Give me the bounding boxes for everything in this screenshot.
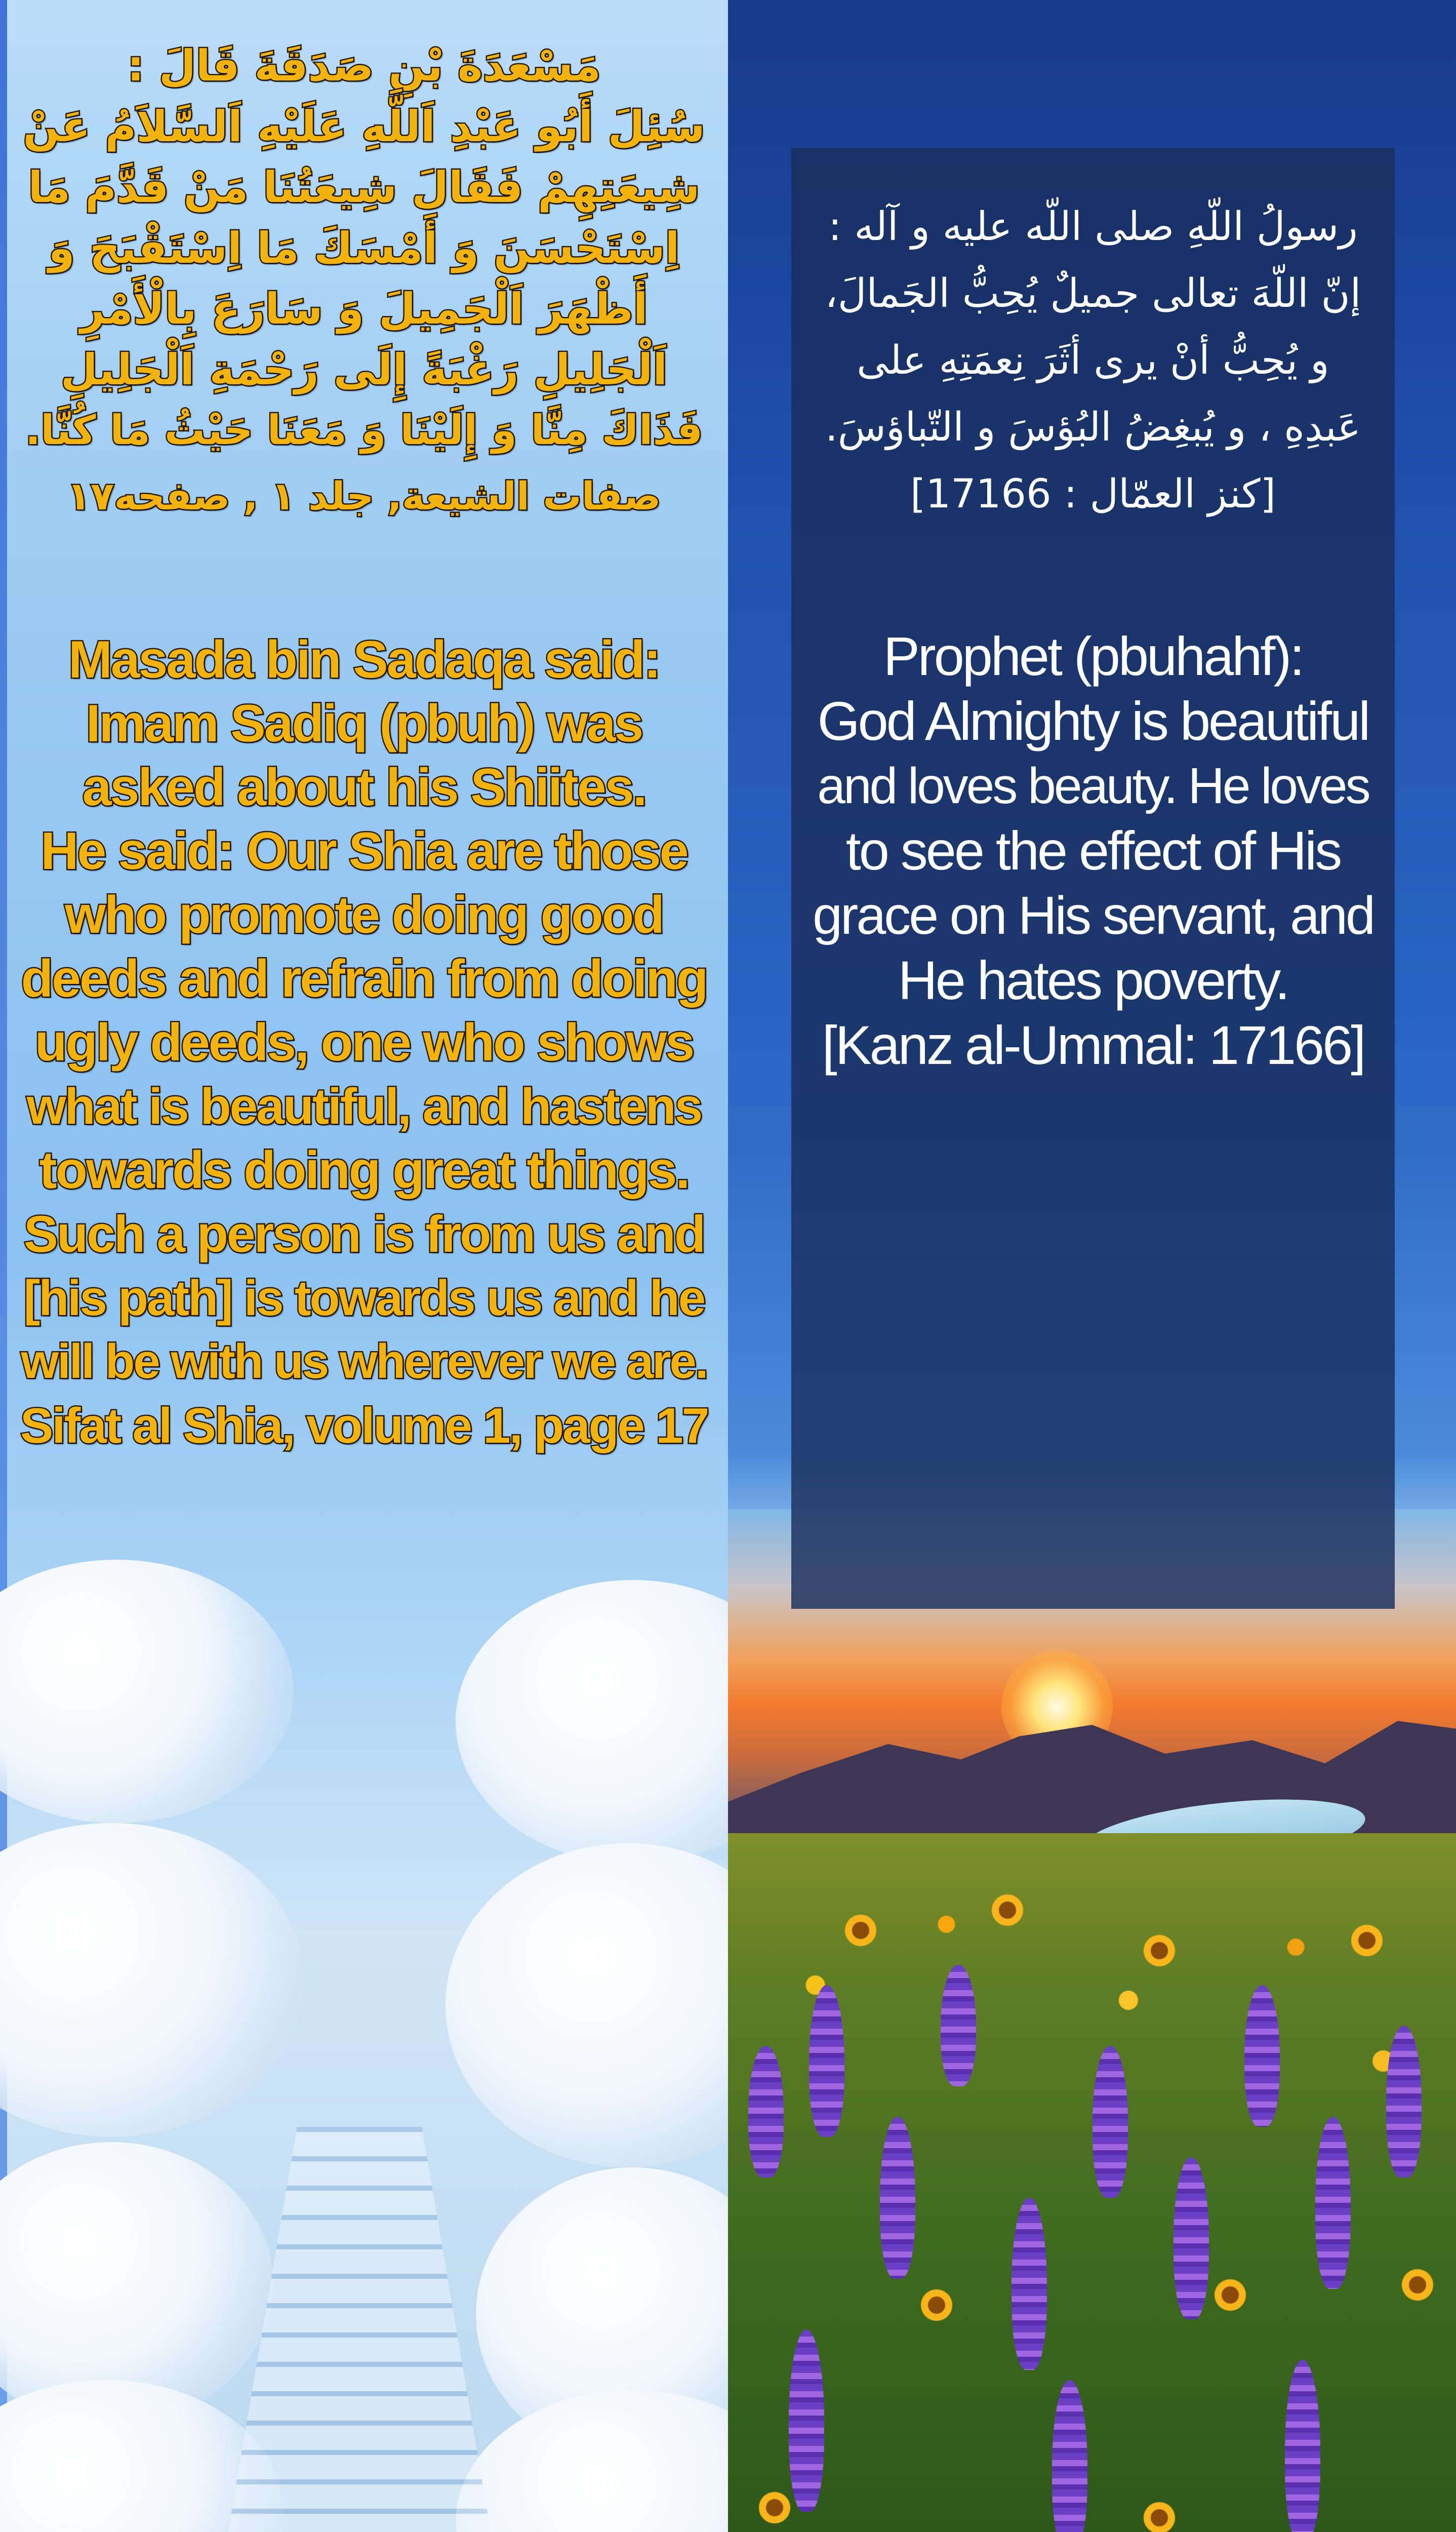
lupine-flower — [1093, 2046, 1128, 2198]
english-line: who promote doing good — [65, 886, 663, 944]
english-line: Prophet (pbuhahf): — [883, 625, 1303, 687]
english-line: grace on His servant, and — [813, 886, 1373, 945]
cloud — [446, 1843, 728, 2167]
right-panel — [728, 0, 1456, 2532]
english-line: ugly deeds, one who shows — [34, 1013, 694, 1072]
arabic-source-reference: صفات الشيعة, جلد ۱ , صفحه۱۷ — [67, 473, 661, 519]
english-hadith-left — [20, 628, 708, 1457]
english-line: to see the effect of His — [845, 820, 1341, 881]
yellow-flower — [1143, 2502, 1176, 2532]
arabic-line: رسولُ اللّهِ صلى اللّه عليه و آله : — [828, 204, 1358, 250]
lupine-flower — [1244, 1985, 1280, 2127]
english-line: He hates poverty. — [898, 949, 1288, 1011]
lupine-flower — [748, 2046, 784, 2178]
english-line: what is beautiful, and hastens — [26, 1078, 702, 1135]
english-hadith-right — [812, 624, 1374, 1078]
english-source-reference: [Kanz al-Ummal: 17166] — [822, 1014, 1364, 1076]
arabic-line: اِسْتَحْسَنَ وَ أَمْسَكَ مَا اِسْتَقْبَحَ وَ — [48, 223, 680, 273]
arabic-line: اَلْجَلِيلِ رَغْبَةً إِلَى رَحْمَةِ اَلْجَلِيلِ — [60, 345, 668, 394]
lupine-flower — [1315, 2117, 1351, 2289]
english-line: [his path] is towards us and he — [23, 1270, 705, 1326]
cloud — [0, 1560, 294, 1823]
arabic-source-reference: [كنز العمّال : 17166] — [910, 471, 1276, 517]
cloud — [0, 1823, 304, 2137]
arabic-line: فَذَاكَ مِنَّا وَ إِلَيْنَا وَ مَعَنَا حَيْثُ مَا كُنَّا. — [25, 407, 703, 454]
hadith-right-box — [791, 148, 1395, 1609]
yellow-flower — [1143, 1934, 1176, 1967]
lupine-flower — [1012, 2198, 1047, 2370]
english-line: asked about his Shiites. — [82, 758, 646, 817]
arabic-line: إنّ اللّهَ تعالى جميلٌ يُحِبُّ الجَمالَ، — [825, 271, 1361, 316]
yellow-flower — [1351, 1924, 1383, 1957]
lupine-flower — [1386, 2026, 1422, 2178]
hadith-left-text — [20, 35, 708, 1457]
lupine-flower — [809, 1985, 844, 2137]
lupine-flower — [1052, 2380, 1087, 2532]
english-line: Such a person is from us and — [23, 1205, 705, 1263]
yellow-flower — [844, 1914, 877, 1947]
lupine-flower — [1174, 2157, 1209, 2319]
yellow-flower — [758, 2491, 791, 2524]
lupine-flower — [1285, 2360, 1320, 2532]
english-source-reference: Sifat al Shia, volume 1, page 17 — [20, 1398, 708, 1453]
yellow-flower — [991, 1894, 1024, 1926]
yellow-flower — [1401, 2269, 1434, 2301]
yellow-flower — [1214, 2279, 1246, 2311]
cloud — [456, 2390, 728, 2532]
lupine-flower — [941, 1965, 976, 2086]
arabic-line: شِيعَتِهِمْ فَقَالَ شِيعَتُنَا مَنْ قَدَّمَ مَا — [28, 163, 700, 212]
english-line: Imam Sadiq (pbuh) was — [86, 694, 642, 753]
arabic-hadith-left — [20, 35, 708, 527]
yellow-flower — [920, 2289, 953, 2321]
arabic-line: عَبدِهِ ، و يُبغِضُ البُؤسَ و التّباؤسَ. — [825, 405, 1361, 450]
english-line: He said: Our Shia are those — [41, 822, 687, 881]
arabic-line: و يُحِبُّ أنْ يرى أثَرَ نِعمَتِهِ على — [857, 338, 1329, 383]
english-line: Masada bin Sadaqa said: — [68, 630, 660, 689]
lupine-flower — [789, 2329, 824, 2512]
flower-meadow — [728, 1833, 1456, 2532]
english-line: and loves beauty. He loves — [817, 758, 1369, 814]
arabic-line: مَسْعَدَةَ بْنِ صَدَقَةَ قَالَ : — [127, 41, 601, 91]
english-line: towards doing great things. — [39, 1141, 689, 1200]
arabic-line: سُئِلَ أَبُو عَبْدِ اَللَّهِ عَلَيْهِ اَلسَّلاَمُ عَنْ — [23, 102, 705, 151]
english-line: God Almighty is beautiful — [817, 690, 1369, 751]
english-line: will be with us wherever we are. — [21, 1334, 707, 1389]
arabic-hadith-right — [812, 193, 1374, 528]
arabic-line: أَظْهَرَ اَلْجَمِيلَ وَ سَارَعَ بِالْأَمْرِ — [80, 284, 648, 334]
cloud — [456, 1580, 728, 1864]
lupine-flower — [880, 2117, 915, 2279]
english-line: deeds and refrain from doing — [21, 949, 707, 1008]
